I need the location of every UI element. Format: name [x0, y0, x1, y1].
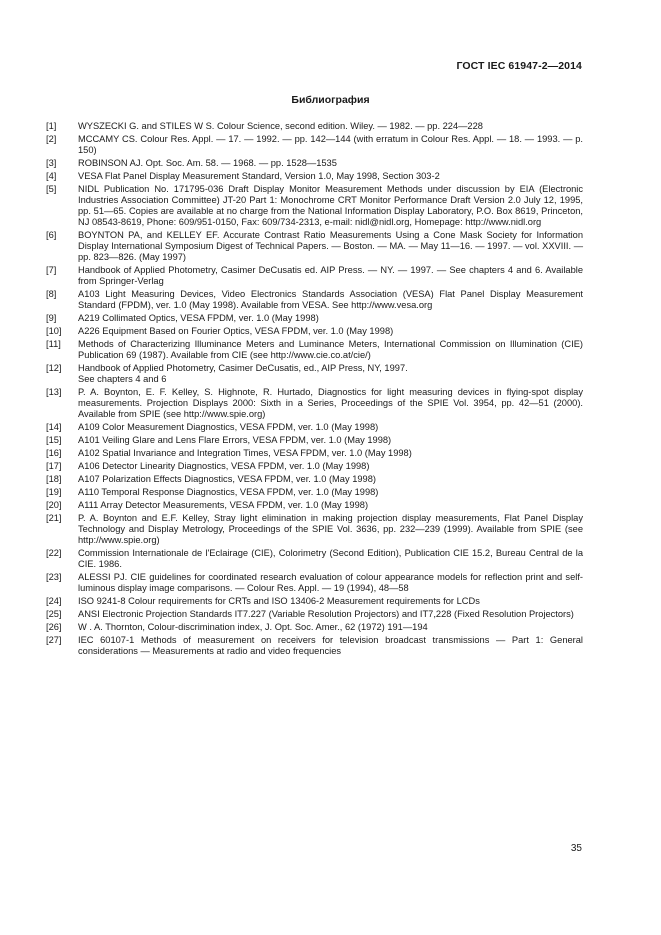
bibliography-entry	[46, 635, 583, 657]
bibliography-entry	[46, 435, 583, 446]
entry-number: [23]	[46, 572, 62, 582]
entry-number: [24]	[46, 596, 62, 606]
entry-number: [4]	[46, 171, 57, 181]
entry-text: VESA Flat Panel Display Measurement Standard, Version 1.0, May 1998, Section 303-2	[78, 171, 440, 181]
entry-text: A102 Spatial Invariance and Integration Times, VESA FPDM, ver. 1.0 (May 1998)	[78, 448, 412, 458]
entry-number: [12]	[46, 363, 62, 373]
entry-number: [21]	[46, 513, 62, 523]
entry-text: A110 Temporal Response Diagnostics, VESA FPDM, ver. 1.0 (May 1998)	[78, 487, 379, 497]
bibliography-entry	[46, 313, 583, 324]
entry-text: A109 Color Measurement Diagnostics, VESA FPDM, ver. 1.0 (May 1998)	[78, 422, 379, 432]
bibliography-entry	[46, 230, 583, 263]
bibliography-entry	[46, 363, 583, 385]
entry-text: A219 Collimated Optics, VESA FPDM, ver. 1.0 (May 1998)	[78, 313, 319, 323]
bibliography-entry	[46, 500, 583, 511]
entry-text: W . A. Thornton, Colour-discrimination index, J. Opt. Soc. Amer., 62 (1972) 191—194	[78, 622, 428, 632]
entry-number: [9]	[46, 313, 57, 323]
entry-text: P. A. Boynton, E. F. Kelley, S. Highnote, R. Hurtado, Diagnostics for light measuring devices in flying-spot display measurements. Projection Displays 2000: Sixth in a Series, Proceedings of the SPIE Vol. 3954, pp. 42—51 (2000). Available from SPIE (see http://www.spie.org)	[78, 387, 583, 419]
entry-text: ROBINSON AJ. Opt. Soc. Am. 58. — 1968. — pp. 1528—1535	[78, 158, 337, 168]
entry-number: [25]	[46, 609, 62, 619]
entry-number: [16]	[46, 448, 62, 458]
bibliography-entry	[46, 609, 583, 620]
entry-number: [5]	[46, 184, 57, 194]
bibliography-entry	[46, 548, 583, 570]
entry-text: P. A. Boynton and E.F. Kelley, Stray light elimination in making projection display measurements, Flat Panel Display Technology and Display Metrology, Proceedings of the SPIE Vol. 3636, pp. 232—239 (1999). Available from SPIE (see http://www.spie.org)	[78, 513, 583, 545]
bibliography-entry	[46, 326, 583, 337]
entry-text: A103 Light Measuring Devices, Video Electronics Standards Association (VESA) Flat Panel Display Measurement Standard (FPDM), ver. 1.0 (May 1998). Available from VESA. See http://www.vesa.org	[78, 289, 583, 310]
entry-number: [7]	[46, 265, 57, 275]
entry-number: [3]	[46, 158, 57, 168]
entry-text: BOYNTON PA, and KELLEY EF. Accurate Contrast Ratio Measurements Using a Cone Mask Society for Information Display International Symposium Digest of Technical Papers. — Boston. — MA. — May 11—16. — 1997. — vol. XXVIII. — pp. 823—826. (May 1997)	[78, 230, 583, 262]
entry-number: [22]	[46, 548, 62, 558]
entry-number: [14]	[46, 422, 62, 432]
entry-number: [26]	[46, 622, 62, 632]
entry-text: Commission Internationale de l'Eclairage (CIE), Colorimetry (Second Edition), Publication CIE 15.2, Bureau Central de la CIE. 1986.	[78, 548, 583, 569]
entry-text: A107 Polarization Effects Diagnostics, VESA FPDM, ver. 1.0 (May 1998)	[78, 474, 376, 484]
entry-text: ISO 9241-8 Colour requirements for CRTs and ISO 13406-2 Measurement requirements for LCDs	[78, 596, 480, 606]
bibliography-entry	[46, 474, 583, 485]
bibliography-entry	[46, 387, 583, 420]
entry-number: [11]	[46, 339, 61, 349]
bibliography-entry	[46, 461, 583, 472]
bibliography-entry	[46, 158, 583, 169]
page-title: Библиография	[291, 94, 370, 106]
standard-code: ГОСТ IEC 61947-2—2014	[456, 60, 582, 72]
entry-text: WYSZECKI G. and STILES W S. Colour Science, second edition. Wiley. — 1982. — pp. 224—228	[78, 121, 483, 131]
bibliography-entry	[46, 572, 583, 594]
bibliography-entry	[46, 171, 583, 182]
entry-text: A106 Detector Linearity Diagnostics, VESA FPDM, ver. 1.0 (May 1998)	[78, 461, 370, 471]
entry-text: Handbook of Applied Photometry, Casimer DeCusatis ed. AIP Press. — NY. — 1997. — See chapters 4 and 6. Available from Springer-Verlag	[78, 265, 583, 286]
entry-text: MCCAMY CS. Colour Res. Appl. — 17. — 1992. — pp. 142—144 (with erratum in Colour Res. Appl. — 18. — 1993. — p. 150)	[78, 134, 583, 155]
bibliography-entry	[46, 487, 583, 498]
entry-text: A101 Veiling Glare and Lens Flare Errors, VESA FPDM, ver. 1.0 (May 1998)	[78, 435, 392, 445]
entry-text: Methods of Characterizing Illuminance Meters and Luminance Meters, International Commission on Illumination (CIE) Publication 69 (1987). Available from CIE (see http://www.cie.co.at/cie/)	[78, 339, 583, 360]
page-number: 35	[570, 843, 582, 854]
entry-number: [8]	[46, 289, 57, 299]
entry-number: [2]	[46, 134, 57, 144]
bibliography-entry	[46, 622, 583, 633]
bibliography-entry	[46, 596, 583, 607]
bibliography-entry	[46, 422, 583, 433]
entry-number: [10]	[46, 326, 62, 336]
entry-number: [15]	[46, 435, 62, 445]
bibliography-entry	[46, 265, 583, 287]
bibliography-entry	[46, 289, 583, 311]
entry-number: [27]	[46, 635, 62, 645]
entry-text: ANSI Electronic Projection Standards IT7.227 (Variable Resolution Projectors) and IT7,228 (Fixed Resolution Projectors)	[78, 609, 574, 619]
entry-text: IEC 60107-1 Methods of measurement on receivers for television broadcast transmissions — Part 1: General considerations — Measurements at radio and video frequencies	[78, 635, 583, 656]
bibliography-entry	[46, 134, 583, 156]
entry-text: NIDL Publication No. 171795-036 Draft Display Monitor Measurement Methods under discussion by EIA (Electronic Industries Association Committee) JT-20 Part 1: Monochrome CRT Monitor Performance Draft Version 2.0 July 12, 1995, pp. 51—65. Copies are available at no charge from the National Information Display Laboratory, P.O. Box 8619, Princeton, NJ 08543-8619, Phone: 609/951-0150, Fax: 609/734-2313, e-mail: nidl@nidl.org, Homepage: http://www.nidl.org	[78, 184, 583, 227]
bibliography-entry	[46, 448, 583, 459]
entry-text: A226 Equipment Based on Fourier Optics, VESA FPDM, ver. 1.0 (May 1998)	[78, 326, 394, 336]
entry-text: ALESSI PJ. CIE guidelines for coordinated research evaluation of colour appearance models for reflection print and self-luminous display image comparisons. — Colour Res. Appl. — 19 (1994), 48—58	[78, 572, 583, 593]
bibliography-list	[46, 121, 583, 659]
bibliography-entry	[46, 513, 583, 546]
entry-number: [13]	[46, 387, 62, 397]
entry-number: [6]	[46, 230, 57, 240]
entry-number: [1]	[46, 121, 57, 131]
entry-number: [17]	[46, 461, 62, 471]
bibliography-entry	[46, 339, 583, 361]
bibliography-entry	[46, 121, 583, 132]
bibliography-entry	[46, 184, 583, 228]
entry-number: [18]	[46, 474, 62, 484]
entry-number: [20]	[46, 500, 62, 510]
entry-text: Handbook of Applied Photometry, Casimer DeCusatis, ed., AIP Press, NY, 1997. See chapters 4 and 6	[78, 363, 408, 384]
entry-number: [19]	[46, 487, 62, 497]
entry-text: A111 Array Detector Measurements, VESA FPDM, ver. 1.0 (May 1998)	[78, 500, 369, 510]
